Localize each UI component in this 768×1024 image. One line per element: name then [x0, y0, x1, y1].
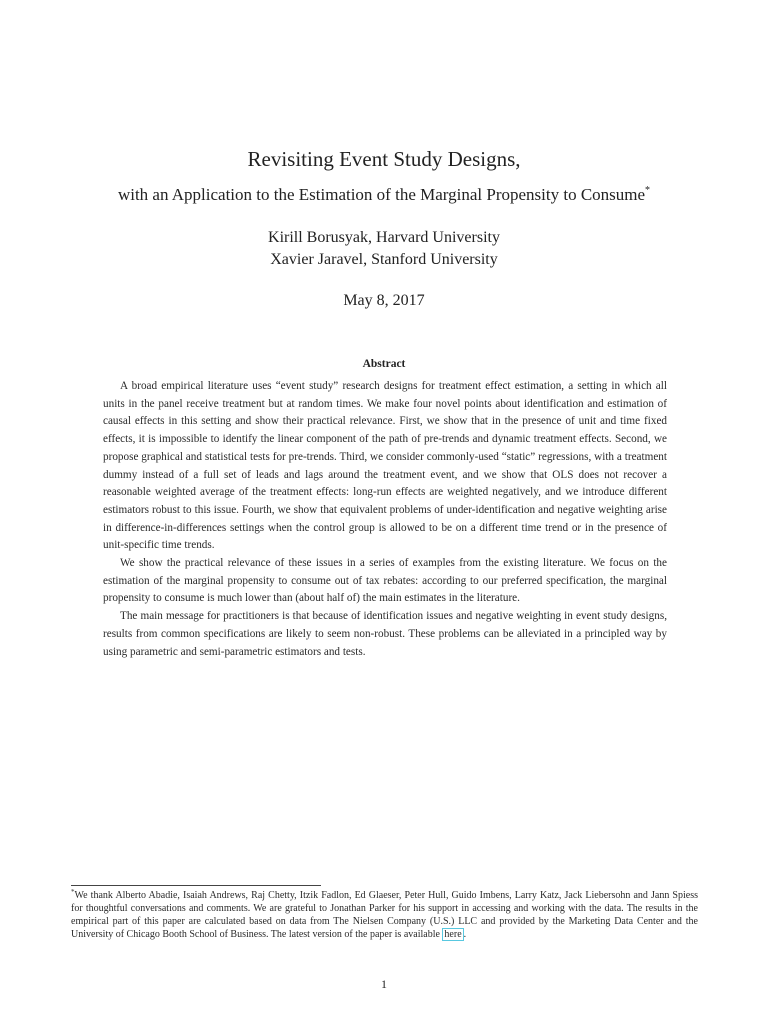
paper-title: Revisiting Event Study Designs,	[247, 147, 521, 171]
paper-link-here[interactable]: here	[444, 929, 462, 940]
footnote-marker: *	[71, 888, 75, 896]
subtitle-footnote-marker[interactable]: *	[645, 185, 651, 196]
author-2: Xavier Jaravel, Stanford University	[270, 251, 498, 268]
footnote-text: We thank Alberto Abadie, Isaiah Andrews, Raj Chetty, Itzik Fadlon, Ed Glaeser, Peter Hull, Guido Imbens, Larry Katz, Jack Liebersohn and Jann Spiess for thoughtful conversations and comments. We are grateful to Jonathan Parker for his support in accessing and working with the data. The results in the empirical part of this paper are calculated based on data from The Nielsen Company (U.S.) LLC and provided by the Marketing Data Center and the University of Chicago Booth School of Business. The latest version of the paper is available	[71, 890, 698, 940]
abstract-body	[103, 378, 667, 661]
paper-date: May 8, 2017	[343, 292, 425, 309]
page-number: 1	[381, 977, 387, 991]
abstract-paragraph-2: We show the practical relevance of these issues in a series of examples from the existing literature. We focus on the estimation of the marginal propensity to consume out of tax rebates: according to our preferred specification, the marginal propensity to consume is much lower than (about half of) the main estimates in the literature.	[103, 557, 667, 605]
abstract-paragraph-1: A broad empirical literature uses “event study” research designs for treatment effect estimation, a setting in which all units in the panel receive treatment but at random times. We make four novel points about identification and estimation of causal effects in this setting and show their practical relevance. First, we show that in the presence of unit and time fixed effects, it is impossible to identify the linear component of the path of pre-trends and dynamic treatment effects. Second, we propose graphical and statistical tests for pre-trends. Third, we consider commonly-used “static” regressions, with a treatment dummy instead of a full set of leads and lags around the treatment event, and we show that OLS does not recover a reasonable weighted average of the treatment effects: long-run effects are weighted negatively, and we introduce different estimators robust to this issue. Fourth, we show that equivalent problems of under-identification and negative weighting arise in difference-in-differences settings when the control group is allowed to be on a different time trend or in the presence of unit-specific time trends.	[103, 380, 667, 552]
footnote-divider	[71, 885, 321, 886]
footnote-end: .	[463, 929, 467, 940]
paper-subtitle	[0, 184, 768, 206]
abstract-paragraph-3: The main message for practitioners is that because of identification issues and negative weighting in event study designs, results from common specifications are likely to seem non-robust. These problems can be alleviated in a principled way by using parametric and semi-parametric estimators and tests.	[103, 610, 667, 658]
footnote	[71, 889, 698, 941]
author-1: Kirill Borusyak, Harvard University	[268, 229, 500, 246]
subtitle-text: with an Application to the Estimation of the Marginal Propensity to Consume	[117, 185, 646, 204]
abstract-heading: Abstract	[362, 358, 406, 370]
